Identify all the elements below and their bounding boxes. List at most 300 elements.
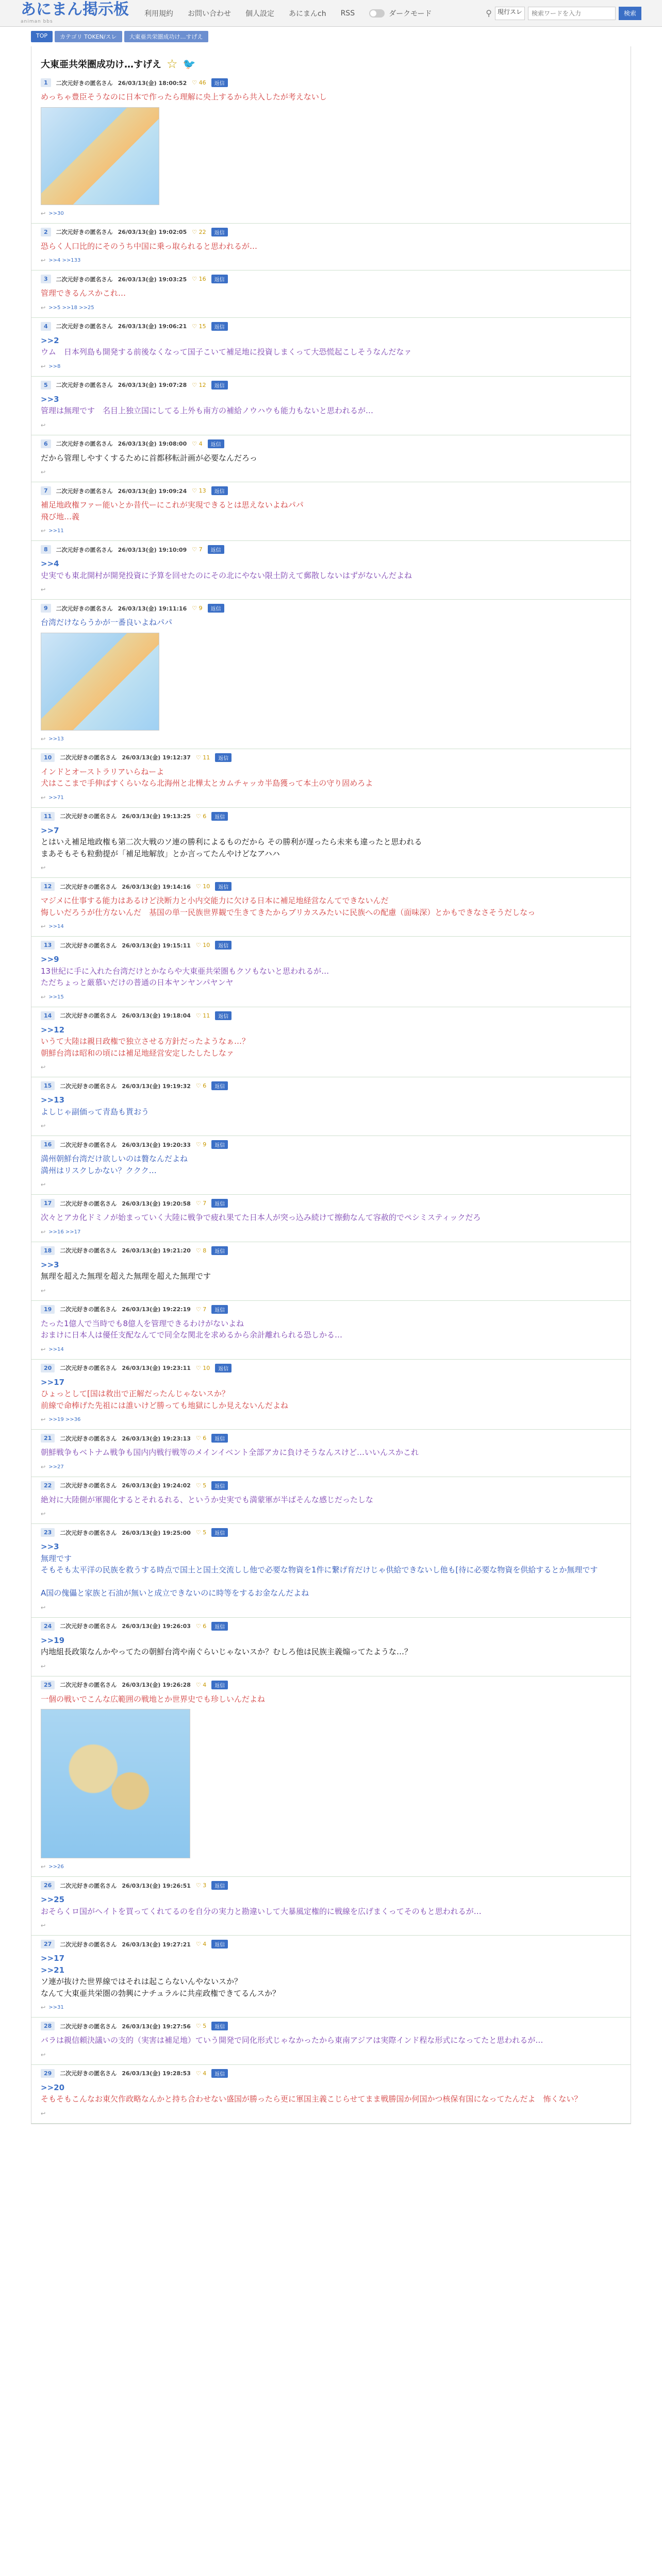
reply-button[interactable]: 返信 bbox=[211, 1246, 228, 1255]
good-value: 6 bbox=[203, 812, 207, 820]
post-body bbox=[41, 954, 621, 989]
reply-links[interactable]: >>4 >>133 bbox=[48, 258, 81, 263]
reply-button[interactable]: 返信 bbox=[211, 228, 228, 236]
reply-button[interactable]: 返信 bbox=[208, 604, 224, 613]
post-number[interactable]: 23 bbox=[41, 1528, 55, 1537]
main-nav bbox=[144, 8, 432, 19]
good-count[interactable] bbox=[196, 754, 210, 761]
good-value: 7 bbox=[198, 546, 203, 553]
reply-arrow-icon: ↩ bbox=[41, 735, 46, 742]
reply-button[interactable]: 返信 bbox=[211, 1140, 228, 1149]
post-number[interactable]: 1 bbox=[41, 78, 51, 87]
post-number[interactable]: 3 bbox=[41, 275, 51, 283]
search-button[interactable]: 検索 bbox=[619, 7, 641, 20]
reply-links[interactable]: >>13 bbox=[48, 736, 64, 742]
good-value: 7 bbox=[203, 1200, 207, 1207]
post-image[interactable] bbox=[41, 1709, 190, 1858]
good-count[interactable] bbox=[192, 440, 202, 447]
good-count[interactable] bbox=[196, 883, 210, 890]
post-footer bbox=[41, 994, 621, 1001]
reply-arrow-icon: ↩ bbox=[41, 1346, 46, 1353]
reply-links[interactable]: >>31 bbox=[48, 2005, 64, 2010]
reply-button[interactable]: 返信 bbox=[211, 486, 228, 495]
reply-arrow-icon: ↩ bbox=[41, 794, 46, 801]
good-count[interactable] bbox=[192, 382, 206, 388]
reply-arrow-icon: ↩ bbox=[41, 210, 46, 217]
post-date: 26/03/13(金) 19:26:51 bbox=[122, 1882, 191, 1889]
good-value: 10 bbox=[203, 942, 210, 948]
post-text: めっちゃ豊臣そうなのに日本で作ったら理解に央上するから共入したが考えないし bbox=[41, 92, 327, 101]
post-date: 26/03/13(金) 19:21:20 bbox=[122, 1247, 191, 1254]
post-number[interactable]: 7 bbox=[41, 486, 51, 495]
post-number[interactable]: 27 bbox=[41, 1940, 55, 1948]
good-count[interactable] bbox=[196, 1082, 206, 1089]
good-value: 3 bbox=[203, 1882, 207, 1889]
nav-settings[interactable]: 個人設定 bbox=[245, 9, 274, 18]
post-body bbox=[41, 1953, 621, 1999]
post-text: 台湾だけならうかが一番良いよねパパ bbox=[41, 618, 173, 627]
post-author: 二次元好きの匿名さん bbox=[60, 1012, 117, 1019]
post-meta bbox=[41, 545, 621, 554]
post-anchor-link[interactable]: >>9 bbox=[41, 955, 59, 964]
good-value: 9 bbox=[198, 605, 203, 612]
good-count[interactable] bbox=[192, 229, 206, 235]
reply-links[interactable]: >>27 bbox=[48, 1464, 64, 1470]
post-date: 26/03/13(金) 19:11:16 bbox=[118, 605, 187, 612]
search-area bbox=[486, 7, 641, 20]
post-meta bbox=[41, 78, 621, 87]
post-author: 二次元好きの匿名さん bbox=[60, 1529, 117, 1536]
post-author: 二次元好きの匿名さん bbox=[60, 1882, 117, 1889]
post-meta bbox=[41, 2069, 621, 2078]
good-value: 4 bbox=[203, 1681, 207, 1688]
reply-button[interactable]: 返信 bbox=[211, 2022, 228, 2030]
post-author: 二次元好きの匿名さん bbox=[60, 1365, 117, 1371]
good-count[interactable] bbox=[192, 546, 202, 553]
post-number[interactable]: 26 bbox=[41, 1881, 55, 1890]
reply-button[interactable]: 返信 bbox=[211, 1434, 228, 1443]
post bbox=[31, 1618, 631, 1676]
reply-links[interactable]: >>14 bbox=[48, 1346, 64, 1352]
post-footer bbox=[41, 736, 621, 742]
post-body bbox=[41, 558, 621, 581]
nav-contact[interactable]: お問い合わせ bbox=[188, 9, 231, 18]
good-value: 5 bbox=[203, 1529, 207, 1536]
reply-arrow-icon: ↩ bbox=[41, 1922, 46, 1929]
toggle-switch[interactable] bbox=[369, 9, 385, 18]
search-input[interactable] bbox=[528, 7, 616, 20]
post-meta bbox=[41, 2022, 621, 2030]
post bbox=[31, 2018, 631, 2065]
post-number[interactable]: 28 bbox=[41, 2022, 55, 2030]
post-meta bbox=[41, 1881, 621, 1890]
post-body bbox=[41, 1541, 621, 1599]
post-body bbox=[41, 91, 621, 103]
crumb-top[interactable]: TOP bbox=[31, 31, 53, 42]
post-body bbox=[41, 1212, 621, 1224]
reply-links[interactable]: >>71 bbox=[48, 794, 64, 801]
post-meta bbox=[41, 439, 621, 448]
post bbox=[31, 74, 631, 224]
post-footer bbox=[41, 1416, 621, 1423]
post-number[interactable]: 21 bbox=[41, 1434, 55, 1443]
post-footer bbox=[41, 1663, 621, 1670]
reply-links[interactable]: >>16 >>17 bbox=[48, 1229, 81, 1235]
good-count[interactable] bbox=[196, 1482, 206, 1489]
post-date: 26/03/13(金) 19:12:37 bbox=[122, 754, 191, 761]
post-author: 二次元好きの匿名さん bbox=[56, 440, 113, 447]
reply-button[interactable]: 返信 bbox=[215, 1011, 231, 1020]
reply-arrow-icon: ↩ bbox=[41, 865, 46, 871]
post-date: 26/03/13(金) 19:23:13 bbox=[122, 1435, 191, 1442]
post-anchor-link[interactable]: >>12 bbox=[41, 1025, 65, 1035]
good-icon: ♡ bbox=[195, 1082, 203, 1089]
reply-arrow-icon: ↩ bbox=[41, 304, 46, 311]
reply-links[interactable]: >>19 >>36 bbox=[48, 1417, 81, 1422]
reply-button[interactable]: 返信 bbox=[211, 1528, 228, 1537]
post-author: 二次元好きの匿名さん bbox=[60, 942, 117, 949]
post-number[interactable]: 2 bbox=[41, 228, 51, 236]
post-date: 26/03/13(金) 19:14:16 bbox=[122, 883, 191, 890]
post bbox=[31, 808, 631, 878]
post-body bbox=[41, 617, 621, 629]
reply-links[interactable]: >>8 bbox=[48, 363, 61, 369]
post-number[interactable]: 17 bbox=[41, 1199, 55, 1208]
good-icon: ♡ bbox=[192, 79, 199, 86]
good-count[interactable] bbox=[192, 276, 206, 282]
post-footer bbox=[41, 1863, 621, 1870]
thread-header bbox=[31, 46, 631, 74]
post bbox=[31, 1877, 631, 1936]
reply-button[interactable]: 返信 bbox=[211, 2069, 228, 2078]
post-body bbox=[41, 241, 621, 252]
good-value: 22 bbox=[198, 228, 206, 235]
post-footer bbox=[41, 2110, 621, 2117]
post-meta bbox=[41, 275, 621, 283]
reply-button[interactable]: 返信 bbox=[215, 882, 231, 891]
good-value: 4 bbox=[198, 440, 203, 447]
post-body bbox=[41, 895, 621, 918]
post-text: 満州朝鮮台湾だけ欲しいのは贅なんだよね 満州はリスクしかない？ククク… bbox=[41, 1154, 188, 1175]
post bbox=[31, 1477, 631, 1524]
reply-arrow-icon: ↩ bbox=[41, 363, 46, 370]
good-icon: ♡ bbox=[195, 1681, 203, 1688]
post-body bbox=[41, 1377, 621, 1412]
post bbox=[31, 318, 631, 377]
post-body bbox=[41, 2035, 621, 2046]
post-number[interactable]: 29 bbox=[41, 2069, 55, 2078]
reply-button[interactable]: 返信 bbox=[211, 1940, 228, 1948]
favorite-star-icon[interactable]: ☆ bbox=[167, 57, 178, 71]
good-icon: ♡ bbox=[192, 228, 199, 235]
good-icon: ♡ bbox=[195, 1941, 203, 1947]
reply-links[interactable]: >>15 bbox=[48, 994, 64, 1000]
post-date: 26/03/13(金) 19:06:21 bbox=[118, 323, 187, 330]
good-value: 13 bbox=[198, 487, 206, 494]
post-number[interactable]: 14 bbox=[41, 1011, 55, 1020]
reply-arrow-icon: ↩ bbox=[41, 1287, 46, 1294]
twitter-share-icon[interactable]: 🐦 bbox=[183, 58, 196, 70]
post-footer bbox=[41, 1922, 621, 1929]
post-author: 二次元好きの匿名さん bbox=[60, 1200, 117, 1207]
post bbox=[31, 1242, 631, 1301]
nav-rss[interactable]: RSS bbox=[340, 9, 355, 18]
good-value: 11 bbox=[203, 1012, 210, 1019]
post-footer bbox=[41, 1287, 621, 1294]
post-footer bbox=[41, 210, 621, 217]
good-count[interactable] bbox=[196, 942, 210, 948]
post-footer bbox=[41, 528, 621, 534]
post-number[interactable]: 20 bbox=[41, 1364, 55, 1372]
good-icon: ♡ bbox=[195, 1435, 203, 1442]
post-anchor-link[interactable]: >>13 bbox=[41, 1095, 65, 1105]
good-icon: ♡ bbox=[195, 1200, 203, 1207]
reply-button[interactable]: 返信 bbox=[211, 275, 228, 283]
post-author: 二次元好きの匿名さん bbox=[60, 883, 117, 890]
reply-arrow-icon: ↩ bbox=[41, 469, 46, 476]
crumb-thread[interactable]: 大東亜共栄圏成功け…すげえ bbox=[124, 31, 208, 42]
post-author: 二次元好きの匿名さん bbox=[56, 546, 113, 553]
reply-links[interactable]: >>26 bbox=[48, 1864, 64, 1870]
good-count[interactable] bbox=[196, 813, 206, 820]
post-body bbox=[41, 499, 621, 522]
good-count[interactable] bbox=[192, 487, 206, 494]
reply-arrow-icon: ↩ bbox=[41, 1511, 46, 1517]
post-anchor-link[interactable]: >>17 bbox=[41, 1954, 65, 1963]
post bbox=[31, 482, 631, 541]
post-author: 二次元好きの匿名さん bbox=[60, 2023, 117, 2030]
good-value: 6 bbox=[203, 1622, 207, 1630]
post-body bbox=[41, 394, 621, 417]
post-author: 二次元好きの匿名さん bbox=[60, 1482, 117, 1489]
good-count[interactable] bbox=[196, 2070, 206, 2077]
post-text: そもそもこんなお東欠作政略なんかと持ち合わせない盛国が勝ったら更に軍国主義こじらせてまま戦勝国か何国かつ核保有国になってたんだよ 怖くない？ bbox=[41, 2094, 582, 2104]
post-image[interactable] bbox=[41, 633, 159, 731]
reply-button[interactable]: 返信 bbox=[211, 1622, 228, 1631]
post-number[interactable]: 15 bbox=[41, 1081, 55, 1090]
post-body bbox=[41, 1318, 621, 1341]
good-count[interactable] bbox=[192, 79, 206, 86]
good-count[interactable] bbox=[196, 1200, 206, 1207]
good-count[interactable] bbox=[196, 1306, 206, 1313]
reply-arrow-icon: ↩ bbox=[41, 421, 46, 429]
good-icon: ♡ bbox=[195, 1364, 203, 1371]
post-meta bbox=[41, 1481, 621, 1490]
good-count[interactable] bbox=[196, 1365, 210, 1371]
post-text: インドとオーストラリアいらねーよ 犬はここまで手伸ばすくらいなら北海州と北樺太とカムチャッカ半島獲って本土の守り固めろよ bbox=[41, 767, 373, 788]
post-number[interactable]: 8 bbox=[41, 545, 51, 554]
post bbox=[31, 1301, 631, 1360]
good-icon: ♡ bbox=[195, 1622, 203, 1630]
post bbox=[31, 435, 631, 483]
post-number[interactable]: 6 bbox=[41, 439, 51, 448]
reply-button[interactable]: 返信 bbox=[211, 1305, 228, 1314]
post-anchor-link[interactable]: >>25 bbox=[41, 1895, 65, 1904]
post-anchor-link[interactable]: >>19 bbox=[41, 1635, 65, 1645]
nav-animan-ch[interactable]: あにまんch bbox=[289, 9, 326, 18]
reply-button[interactable]: 返信 bbox=[211, 1481, 228, 1490]
good-icon: ♡ bbox=[195, 883, 203, 890]
post-text: 絶対に大陸側が軍閥化するとそれるれる、というか史実でも満蒙軍が半ばそんな感じだったしな bbox=[41, 1495, 374, 1504]
post-number[interactable]: 18 bbox=[41, 1246, 55, 1255]
post-author: 二次元好きの匿名さん bbox=[56, 229, 113, 235]
reply-button[interactable]: 返信 bbox=[211, 1881, 228, 1890]
good-count[interactable] bbox=[196, 1141, 206, 1148]
reply-button[interactable]: 返信 bbox=[211, 78, 228, 87]
post-meta bbox=[41, 1011, 621, 1020]
post-anchor-link[interactable]: >>3 bbox=[41, 394, 59, 404]
post-number[interactable]: 12 bbox=[41, 882, 55, 891]
post-author: 二次元好きの匿名さん bbox=[56, 605, 113, 612]
post-number[interactable]: 9 bbox=[41, 604, 51, 613]
post bbox=[31, 1136, 631, 1195]
post-number[interactable]: 10 bbox=[41, 753, 55, 762]
post-meta bbox=[41, 1199, 621, 1208]
reply-links[interactable]: >>30 bbox=[48, 210, 64, 216]
post bbox=[31, 749, 631, 808]
reply-button[interactable]: 返信 bbox=[215, 941, 231, 950]
post-number[interactable]: 13 bbox=[41, 941, 55, 950]
post-anchor-link[interactable]: >>7 bbox=[41, 825, 59, 835]
post-text: マジメに仕事する能力はあるけど決断力と小内交能力に欠ける日本に補足地経営なんてできないんだ 悔しいだろうが仕方ないんだ 基国の単一民族世界観で生きてきたからブリカスみたいに民族への配慮（面味深）とかもできなさそうだしなっ bbox=[41, 896, 536, 917]
post-text: ひょっとして[国は救出で正解だったんじゃないスか？ 前線で命棒げた先祖には誰いけど勝っても地獄にしか見えないんだよね bbox=[41, 1389, 289, 1410]
post-body bbox=[41, 1024, 621, 1059]
post-meta bbox=[41, 753, 621, 762]
post-number[interactable]: 25 bbox=[41, 1681, 55, 1689]
nav-terms[interactable]: 利用規約 bbox=[144, 9, 173, 18]
good-icon: ♡ bbox=[192, 381, 199, 388]
good-value: 8 bbox=[203, 1247, 207, 1254]
reply-button[interactable]: 返信 bbox=[211, 812, 228, 821]
reply-links[interactable]: >>11 bbox=[48, 528, 64, 534]
post-date: 26/03/13(金) 19:15:11 bbox=[122, 942, 191, 949]
post-anchor-link[interactable]: >>17 bbox=[41, 1377, 65, 1387]
good-count[interactable] bbox=[196, 1435, 206, 1442]
post-author: 二次元好きの匿名さん bbox=[56, 79, 113, 87]
reply-button[interactable]: 返信 bbox=[211, 322, 228, 331]
post-anchor-link[interactable]: >>21 bbox=[41, 1965, 65, 1975]
good-count[interactable] bbox=[196, 1682, 206, 1688]
reply-arrow-icon: ↩ bbox=[41, 2110, 46, 2117]
darkmode-toggle[interactable] bbox=[369, 8, 432, 19]
good-value: 7 bbox=[203, 1306, 207, 1313]
search-scope-select[interactable]: 現行スレ bbox=[495, 7, 525, 20]
post-text: バラは親信頼決議いの支的（実害は補足地）ていう開発で同化形式じゃなかったから東南アジアは実際インド程な形式になってたと思われるが… bbox=[41, 2036, 543, 2045]
reply-links[interactable]: >>5 >>18 >>25 bbox=[48, 304, 94, 311]
reply-links[interactable]: >>14 bbox=[48, 924, 64, 929]
good-icon: ♡ bbox=[192, 546, 199, 553]
logo-subtext: animan bbs bbox=[21, 19, 53, 24]
post-meta bbox=[41, 486, 621, 495]
good-count[interactable] bbox=[196, 1529, 206, 1536]
good-icon: ♡ bbox=[195, 2070, 203, 2077]
post-body bbox=[41, 452, 621, 464]
post-anchor-link[interactable]: >>3 bbox=[41, 1542, 59, 1551]
post-meta bbox=[41, 882, 621, 891]
reply-button[interactable]: 返信 bbox=[215, 1364, 231, 1372]
post-body bbox=[41, 1635, 621, 1658]
reply-arrow-icon: ↩ bbox=[41, 2051, 46, 2058]
post-text: いうて大陸は親日政権で独立させる方針だったようなぁ…？ 朝鮮台湾は昭和の頃には補足地経営安定したしたしなァ bbox=[41, 1037, 250, 1058]
post-author: 二次元好きの匿名さん bbox=[60, 1623, 117, 1630]
post-anchor-link[interactable]: >>3 bbox=[41, 1260, 59, 1269]
reply-button[interactable]: 返信 bbox=[211, 1199, 228, 1208]
post-date: 26/03/13(金) 19:22:19 bbox=[122, 1306, 191, 1313]
good-count[interactable] bbox=[192, 323, 206, 330]
post-date: 26/03/13(金) 19:27:56 bbox=[122, 2023, 191, 2030]
good-count[interactable] bbox=[196, 1247, 206, 1254]
post-date: 26/03/13(金) 19:20:33 bbox=[122, 1141, 191, 1148]
post-text: 次々とアカ化ドミノが始まっていく大陸に戦争で疲れ果てた日本人が突っ込み続けて擦動なんて容赦的でペシミスティックだろ bbox=[41, 1213, 481, 1222]
post-date: 26/03/13(金) 19:08:00 bbox=[118, 440, 187, 447]
post-footer bbox=[41, 923, 621, 930]
post-text: 補足地政権ファー能いとか昔代ーにこれが実現できるとは思えないよねパパ 飛び地…義 bbox=[41, 500, 304, 521]
good-icon: ♡ bbox=[195, 1482, 203, 1489]
post-meta bbox=[41, 941, 621, 950]
post-text: 管理できるんスかこれ… bbox=[41, 289, 126, 298]
post-date: 26/03/13(金) 19:19:32 bbox=[122, 1082, 191, 1090]
reply-button[interactable]: 返信 bbox=[215, 753, 231, 762]
good-count[interactable] bbox=[196, 1941, 206, 1947]
reply-arrow-icon: ↩ bbox=[41, 1181, 46, 1188]
logo-text[interactable]: あにまん掲示板 bbox=[21, 1, 129, 19]
post-number[interactable]: 4 bbox=[41, 322, 51, 331]
post-number[interactable]: 11 bbox=[41, 812, 55, 821]
post-body bbox=[41, 1693, 621, 1705]
post-anchor-link[interactable]: >>2 bbox=[41, 335, 59, 345]
post-text: 恐らく人口比的にそのうち中国に乗っ取られると思われるが… bbox=[41, 241, 258, 251]
post-number[interactable]: 22 bbox=[41, 1481, 55, 1490]
post bbox=[31, 1360, 631, 1430]
good-count[interactable] bbox=[192, 605, 202, 612]
good-icon: ♡ bbox=[195, 754, 203, 761]
good-value: 6 bbox=[203, 1435, 207, 1442]
post-anchor-link[interactable]: >>20 bbox=[41, 2082, 65, 2092]
post-body bbox=[41, 1494, 621, 1506]
post-text: とはいえ補足地政権も第二次大戦のソ連の勝利によるものだから その勝利が遅ったら未来も違ったと思われる まあそもそも粒動提が「補足地解放」とか言ってたんやけどなアハハ bbox=[41, 837, 422, 858]
post bbox=[31, 2065, 631, 2124]
post-number[interactable]: 24 bbox=[41, 1622, 55, 1631]
site-logo[interactable] bbox=[21, 2, 129, 24]
post-text: 史実でも東北開村が開発投資に予算を回せたのにその北にやない限土防えて郵散しないはずがないんだよね bbox=[41, 570, 412, 580]
post-number[interactable]: 5 bbox=[41, 381, 51, 389]
post-image[interactable] bbox=[41, 107, 159, 205]
reply-button[interactable]: 返信 bbox=[211, 381, 228, 389]
good-count[interactable] bbox=[196, 1882, 206, 1889]
reply-arrow-icon: ↩ bbox=[41, 1228, 46, 1235]
post-number[interactable]: 19 bbox=[41, 1305, 55, 1314]
good-count[interactable] bbox=[196, 1012, 210, 1019]
top-bar bbox=[0, 0, 662, 27]
good-icon: ♡ bbox=[195, 1012, 203, 1019]
post-meta bbox=[41, 1940, 621, 1948]
good-count[interactable] bbox=[196, 1623, 206, 1630]
reply-button[interactable]: 返信 bbox=[211, 1081, 228, 1090]
post bbox=[31, 377, 631, 435]
post-footer bbox=[41, 1511, 621, 1517]
reply-button[interactable]: 返信 bbox=[208, 439, 224, 448]
post-number[interactable]: 16 bbox=[41, 1140, 55, 1149]
crumb-category[interactable]: カテゴリ TOKEN/スレ bbox=[55, 31, 122, 42]
post-meta bbox=[41, 1246, 621, 1255]
post-meta bbox=[41, 322, 621, 331]
reply-button[interactable]: 返信 bbox=[208, 545, 224, 554]
post-body bbox=[41, 1259, 621, 1282]
reply-button[interactable]: 返信 bbox=[211, 1681, 228, 1689]
good-count[interactable] bbox=[196, 2023, 206, 2029]
post-anchor-link[interactable]: >>4 bbox=[41, 559, 59, 568]
good-value: 5 bbox=[203, 2023, 207, 2029]
